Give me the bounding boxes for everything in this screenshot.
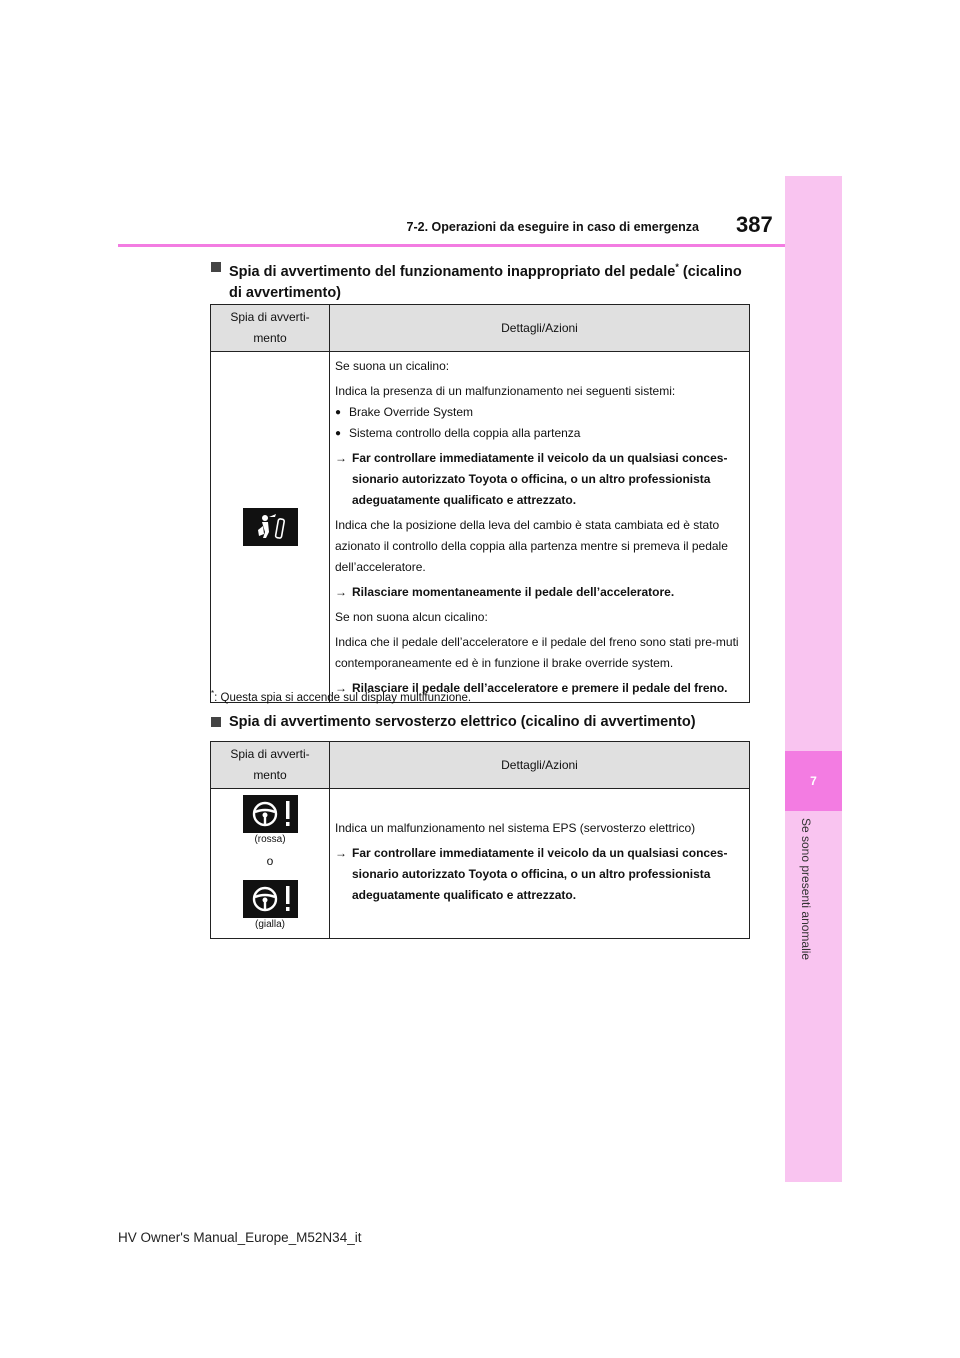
col-header-details: Dettagli/Azioni — [330, 742, 750, 789]
detail-brake-override: Indica che il pedale dell’acceleratore e il pedale del freno sono stati pre-muti contemporaneamente ed è in funzione il brake override system. — [335, 635, 739, 670]
list-item: ● Brake Override System — [335, 405, 474, 419]
chapter-label: Se sono presenti anomalie — [799, 818, 813, 961]
heading-tail: (cicalino di avvertimento) — [229, 263, 742, 301]
col-header-light: Spia di avverti-mento — [211, 742, 330, 789]
section-title: 7-2. Operazioni da eseguire in caso di emergenza — [406, 220, 699, 234]
action-item: → Rilasciare momentaneamente il pedale dell’acceleratore. — [335, 582, 744, 603]
col-header-details: Dettagli/Azioni — [330, 305, 750, 352]
arrow-icon: → — [335, 585, 347, 599]
heading-asterisk: * — [675, 262, 679, 272]
detail-eps: Indica un malfunzionamento nel sistema EPS (servosterzo elettrico) — [335, 821, 696, 835]
details-cell — [330, 352, 750, 703]
action-item: → Far controllare immediatamente il veicolo da un qualsiasi conces-sionario autorizzato Toyota o officina, o un altro professionista adeguatamente qualificato e attrezzato. — [335, 448, 744, 511]
details-cell — [330, 789, 750, 939]
warning-light-cell — [211, 789, 330, 939]
warning-light-cell — [211, 352, 330, 703]
steering-warning-icon — [243, 880, 298, 918]
list-item: ● Sistema controllo della coppia alla partenza — [335, 426, 581, 440]
arrow-icon: → — [335, 846, 347, 860]
detail-no-buzzer: Se non suona alcun cicalino: — [335, 610, 488, 624]
arrow-icon: → — [335, 681, 347, 695]
action-item: → Far controllare immediatamente il veicolo da un qualsiasi conces-sionario autorizzato Toyota o officina, o un altro professionista adeguatamente qualificato e attrezzato. — [335, 843, 744, 906]
pedal-warning-table — [210, 304, 750, 703]
eps-warning-table — [210, 741, 750, 939]
detail-intro-malfunction: Indica la presenza di un malfunzionamento nei seguenti sistemi: — [335, 384, 676, 398]
caption-red: (rossa) — [254, 834, 286, 845]
chapter-side-tab — [785, 176, 842, 1182]
caption-yellow: (gialla) — [254, 919, 285, 930]
section-heading-pedal — [211, 257, 751, 304]
pedal-misoperation-warning-icon — [243, 508, 298, 546]
heading-text: Spia di avvertimento del funzionamento inappropriato del pedale — [229, 263, 676, 280]
action-item: → Rilasciare il pedale dell’acceleratore e premere il pedale del freno. — [335, 678, 744, 699]
page-number: 387 — [736, 212, 773, 237]
arrow-icon: → — [335, 451, 347, 465]
footnote: *: Questa spia si accende sul display multifunzione. — [211, 689, 472, 704]
footer-manual-id: HV Owner's Manual_Europe_M52N34_it — [118, 1230, 362, 1245]
header-rule — [118, 244, 785, 247]
chapter-number: 7 — [785, 751, 842, 811]
steering-warning-icon — [243, 795, 298, 833]
detail-intro-buzzer: Se suona un cicalino: — [335, 359, 450, 373]
heading-square-icon — [211, 262, 221, 272]
or-separator: o — [266, 854, 274, 868]
section-heading-eps: Spia di avvertimento servosterzo elettrico (cicalino di avvertimento) — [211, 712, 751, 733]
detail-shift-lever: Indica che la posizione della leva del cambio è stata cambiata ed è stato azionato il controllo della coppia alla partenza mentre si premeva il pedale dell’acceleratore. — [335, 518, 728, 574]
col-header-light: Spia di avverti-mento — [211, 305, 330, 352]
heading-square-icon — [211, 717, 221, 727]
